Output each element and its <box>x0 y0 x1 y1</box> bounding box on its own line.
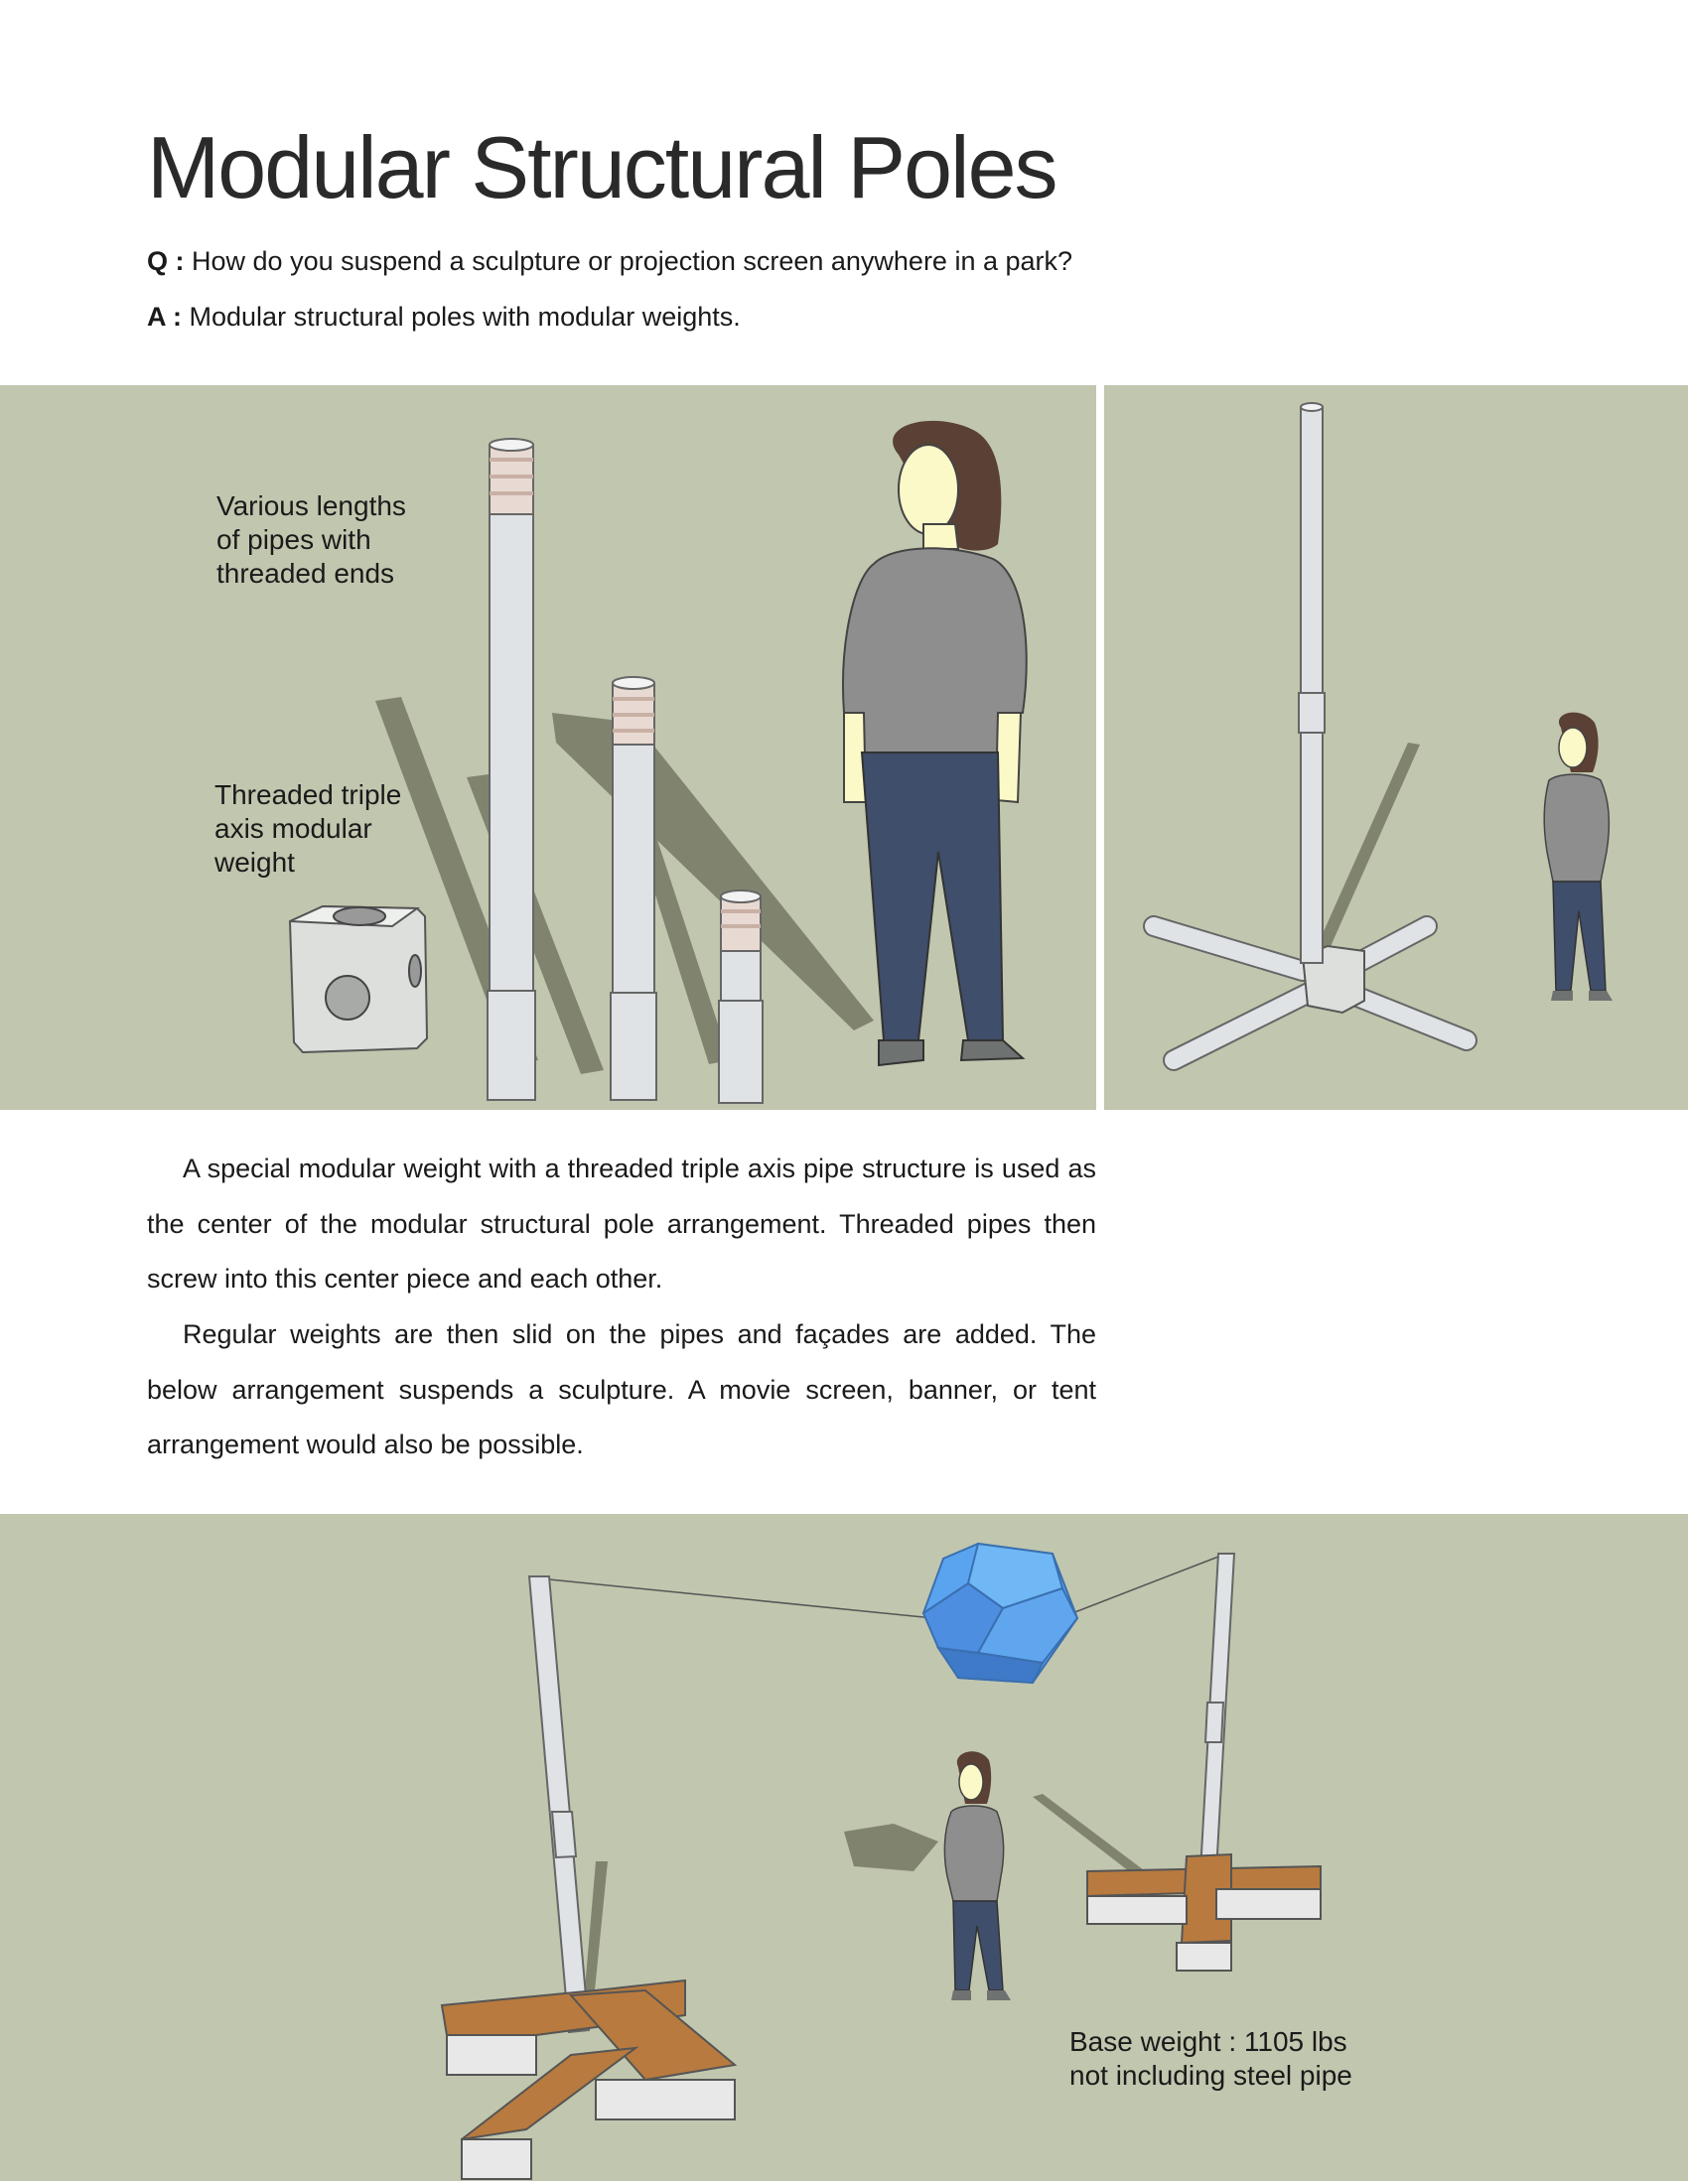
person-figure-small <box>1544 713 1613 1001</box>
suspension-cables <box>539 1554 1226 1618</box>
question-label: Q : <box>147 246 185 276</box>
answer <box>147 302 741 333</box>
label-pipes-line: threaded ends <box>216 558 395 589</box>
modular-weight-cube <box>290 906 427 1052</box>
label-weight-line: Threaded triple <box>214 779 402 810</box>
label-weight-line: weight <box>214 847 295 878</box>
tall-pipe <box>488 439 535 1100</box>
figure-pipes-and-weight <box>0 385 1096 1110</box>
answer-label: A : <box>147 302 182 332</box>
question-text: How do you suspend a sculpture or projection screen anywhere in a park? <box>192 246 1073 276</box>
sculpture-shadow <box>844 1824 938 1871</box>
person-figure <box>843 421 1027 1065</box>
right-pole <box>1200 1554 1234 1871</box>
label-weight <box>214 778 453 880</box>
right-cross-base <box>1087 1854 1321 1971</box>
left-cross-base <box>442 1980 735 2179</box>
vertical-pole <box>1299 403 1325 963</box>
left-pole <box>529 1576 589 2032</box>
label-weight-line: axis modular <box>214 813 372 844</box>
figure-assembled-pole <box>1104 385 1688 1110</box>
label-base-weight <box>1069 2025 1387 2093</box>
label-pipes-line: of pipes with <box>216 524 371 555</box>
pipes-illustration <box>0 385 1096 1110</box>
label-pipes-line: Various lengths <box>216 490 406 521</box>
label-pipes <box>216 489 455 591</box>
answer-text: Modular structural poles with modular weights. <box>189 302 741 332</box>
assembled-pole-illustration <box>1104 385 1688 1110</box>
figure-suspended-sculpture <box>0 1514 1688 2181</box>
person-shadow <box>552 713 874 1030</box>
paragraph-text: Regular weights are then slid on the pipes and façades are added. The below arrangement suspends a sculpture. A movie screen, banner, or tent arrangement would also be possible. <box>147 1319 1096 1459</box>
short-pipe <box>719 890 763 1103</box>
paragraph-text: A special modular weight with a threaded triple axis pipe structure is used as the center of the modular structural pole arrangement. Threaded pipes then screw into this center piece and each other. <box>147 1154 1096 1294</box>
label-base-line: Base weight : 1105 lbs <box>1069 2026 1347 2057</box>
suspension-illustration <box>0 1514 1688 2181</box>
body-paragraph-2 <box>147 1307 1096 1473</box>
person-figure-small <box>944 1751 1011 2000</box>
label-base-line: not including steel pipe <box>1069 2060 1352 2091</box>
body-paragraph-1 <box>147 1142 1096 1307</box>
page-title: Modular Structural Poles <box>147 118 1056 216</box>
question <box>147 246 1072 277</box>
medium-pipe <box>611 677 656 1100</box>
dodecahedron-sculpture <box>923 1544 1077 1683</box>
